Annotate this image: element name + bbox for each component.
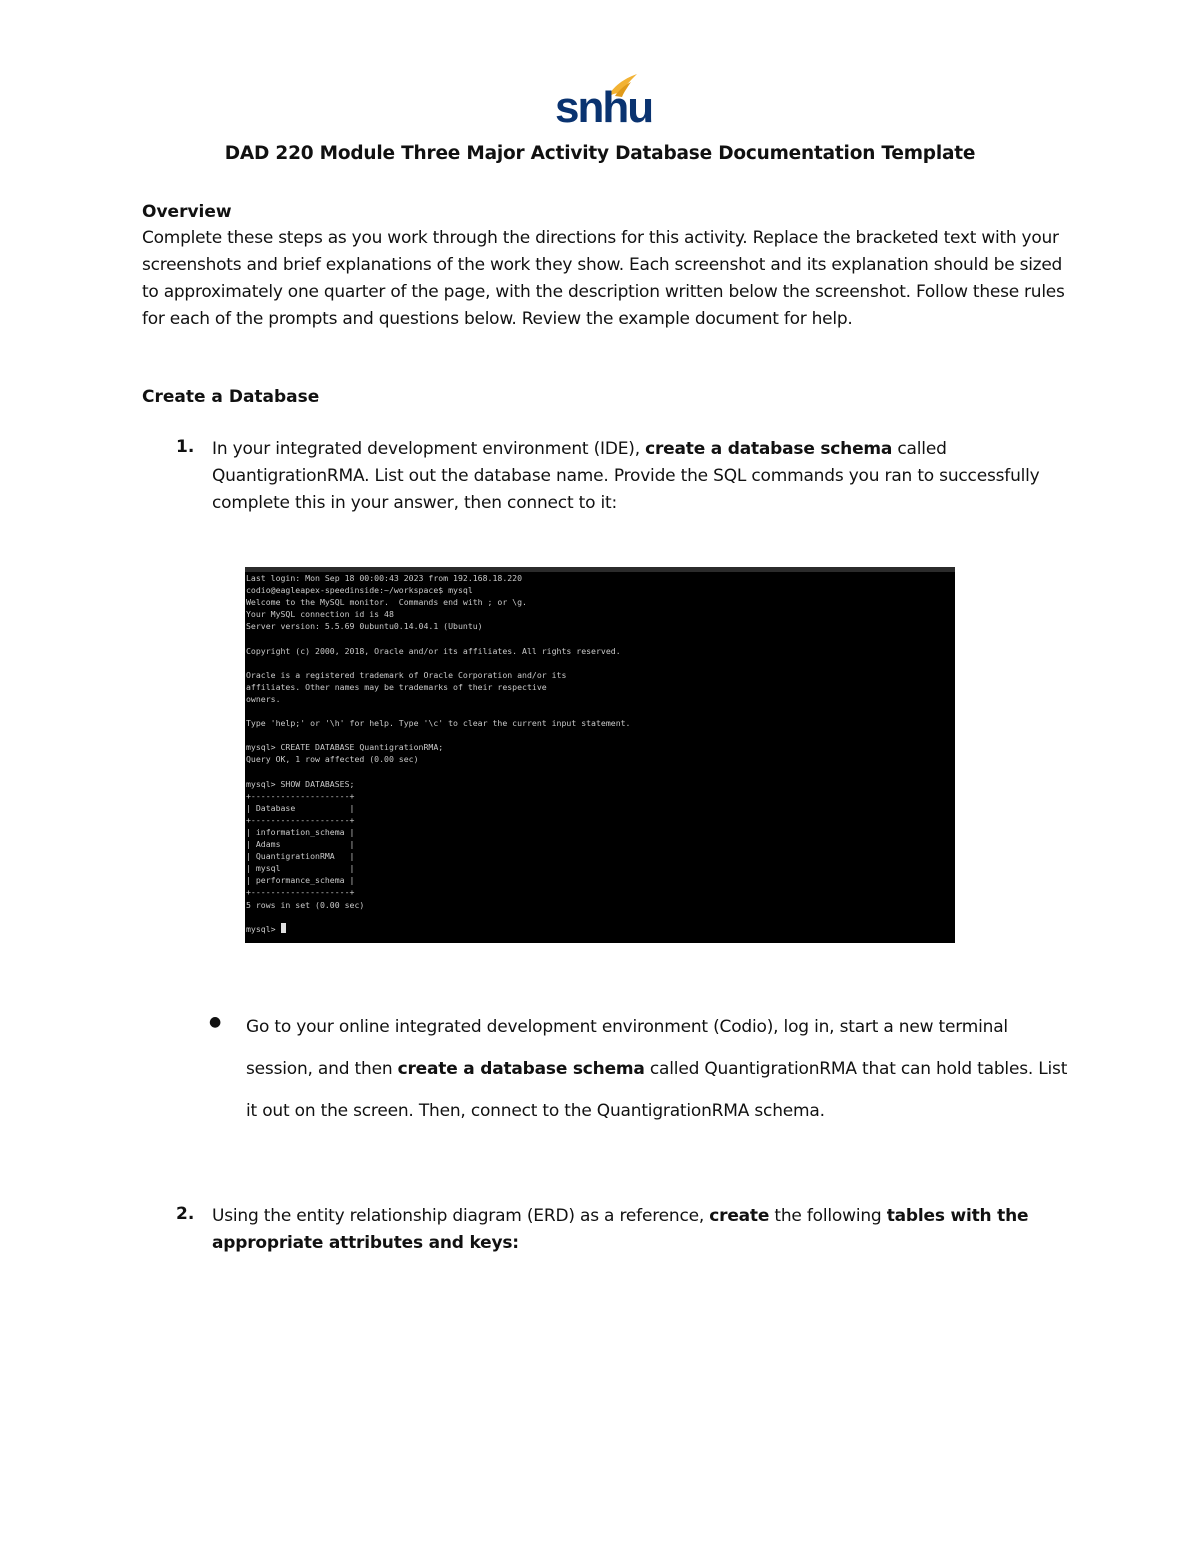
terminal-line: Last login: Mon Sep 18 00:00:43 2023 from 192.168.18.220 [246,573,523,583]
terminal-line: codio@eagleapex-speedinside:~/workspace$ mysql [246,585,473,596]
item-2-number: 2. [176,1204,195,1224]
terminal-line [245,729,955,741]
item-2-text [212,1203,1072,1257]
terminal-line: mysql> CREATE DATABASE QuantigrationRMA; [246,742,444,753]
terminal-line: | Database | [246,802,355,813]
item-2-bold-b: tables with the appropriate attributes and keys: [212,1206,1029,1253]
terminal-line: Server version: 5.5.69 0ubuntu0.14.04.1 (Ubuntu) [246,621,483,632]
bullet-bold-a: create a database schema [397,1059,645,1079]
terminal-line: Oracle is a registered trademark of Oracle Corporation and/or its [246,669,567,680]
terminal-line [245,911,955,923]
terminal-line: Query OK, 1 row affected (0.00 sec) [246,754,419,765]
bullet-text-a: Go to your online integrated development environment (Codio), log in, start a new terminal session, and then [246,1017,1008,1079]
bullet-icon: ● [209,1014,222,1030]
overview-body: Complete these steps as you work through the directions for this activity. Replace the bracketed text with your screenshots and brief explanations of the work they show. Each screenshot and its explanation should be sized to approximately one quarter of the page, with the description written below the screenshot. Follow these rules for each of the prompts and questions below. Review the example document for help. [142,228,1065,329]
terminal-screenshot [245,567,955,943]
item-2-text-b: the following [769,1206,887,1226]
terminal-line [245,766,955,778]
item-2-text-a: Using the entity relationship diagram (ERD) as a reference, [212,1206,710,1226]
terminal-line: Welcome to the MySQL monitor. Commands end with ; or \g. [246,597,527,608]
item-1-number: 1. [176,437,195,457]
overview-heading: Overview [142,202,232,222]
terminal-line: +--------------------+ [246,887,355,898]
terminal-line: Copyright (c) 2000, 2018, Oracle and/or its affiliates. All rights reserved. [246,645,621,656]
item-1-text [212,436,1072,517]
terminal-line: mysql> [245,923,955,935]
terminal-line: +--------------------+ [246,814,355,825]
terminal-line: | information_schema | [246,826,355,837]
snhu-logo [555,72,653,132]
document-title: DAD 220 Module Three Major Activity Database Documentation Template [224,143,976,164]
terminal-line [245,632,955,644]
terminal-line: | Adams | [246,839,355,850]
terminal-line: Your MySQL connection id is 48 [246,609,394,620]
terminal-line: 5 rows in set (0.00 sec) [246,899,365,910]
terminal-line: Type 'help;' or '\h' for help. Type '\c' to clear the current input statement. [246,718,631,729]
item-2-bold-a: create [709,1206,770,1226]
bullet-text-b: called QuantigrationRMA that can hold tables. List it out on the screen. Then, connect to the QuantigrationRMA schema. [246,1059,1068,1121]
terminal-line: | performance_schema | [246,875,355,886]
item-1-text-b: called QuantigrationRMA. List out the database name. Provide the SQL commands you ran to successfully complete this in your answer, then connect to it: [212,439,1040,513]
terminal-line: | mysql | [246,863,355,874]
terminal-line: mysql> SHOW DATABASES; [246,778,355,789]
terminal-line [245,657,955,669]
terminal-line: +--------------------+ [246,790,355,801]
logo-text: snhu [555,83,653,132]
item-1-bold-a: create a database schema [645,439,893,459]
terminal-line: affiliates. Other names may be trademarks of their respective [246,681,547,692]
terminal-line [245,705,955,717]
create-database-heading: Create a Database [142,387,320,407]
bullet-text [246,1006,1076,1132]
terminal-cursor [281,923,286,933]
item-1-text-a: In your integrated development environment (IDE), [212,439,646,459]
terminal-line: owners. [246,693,281,704]
terminal-line: | QuantigrationRMA | [246,851,355,862]
